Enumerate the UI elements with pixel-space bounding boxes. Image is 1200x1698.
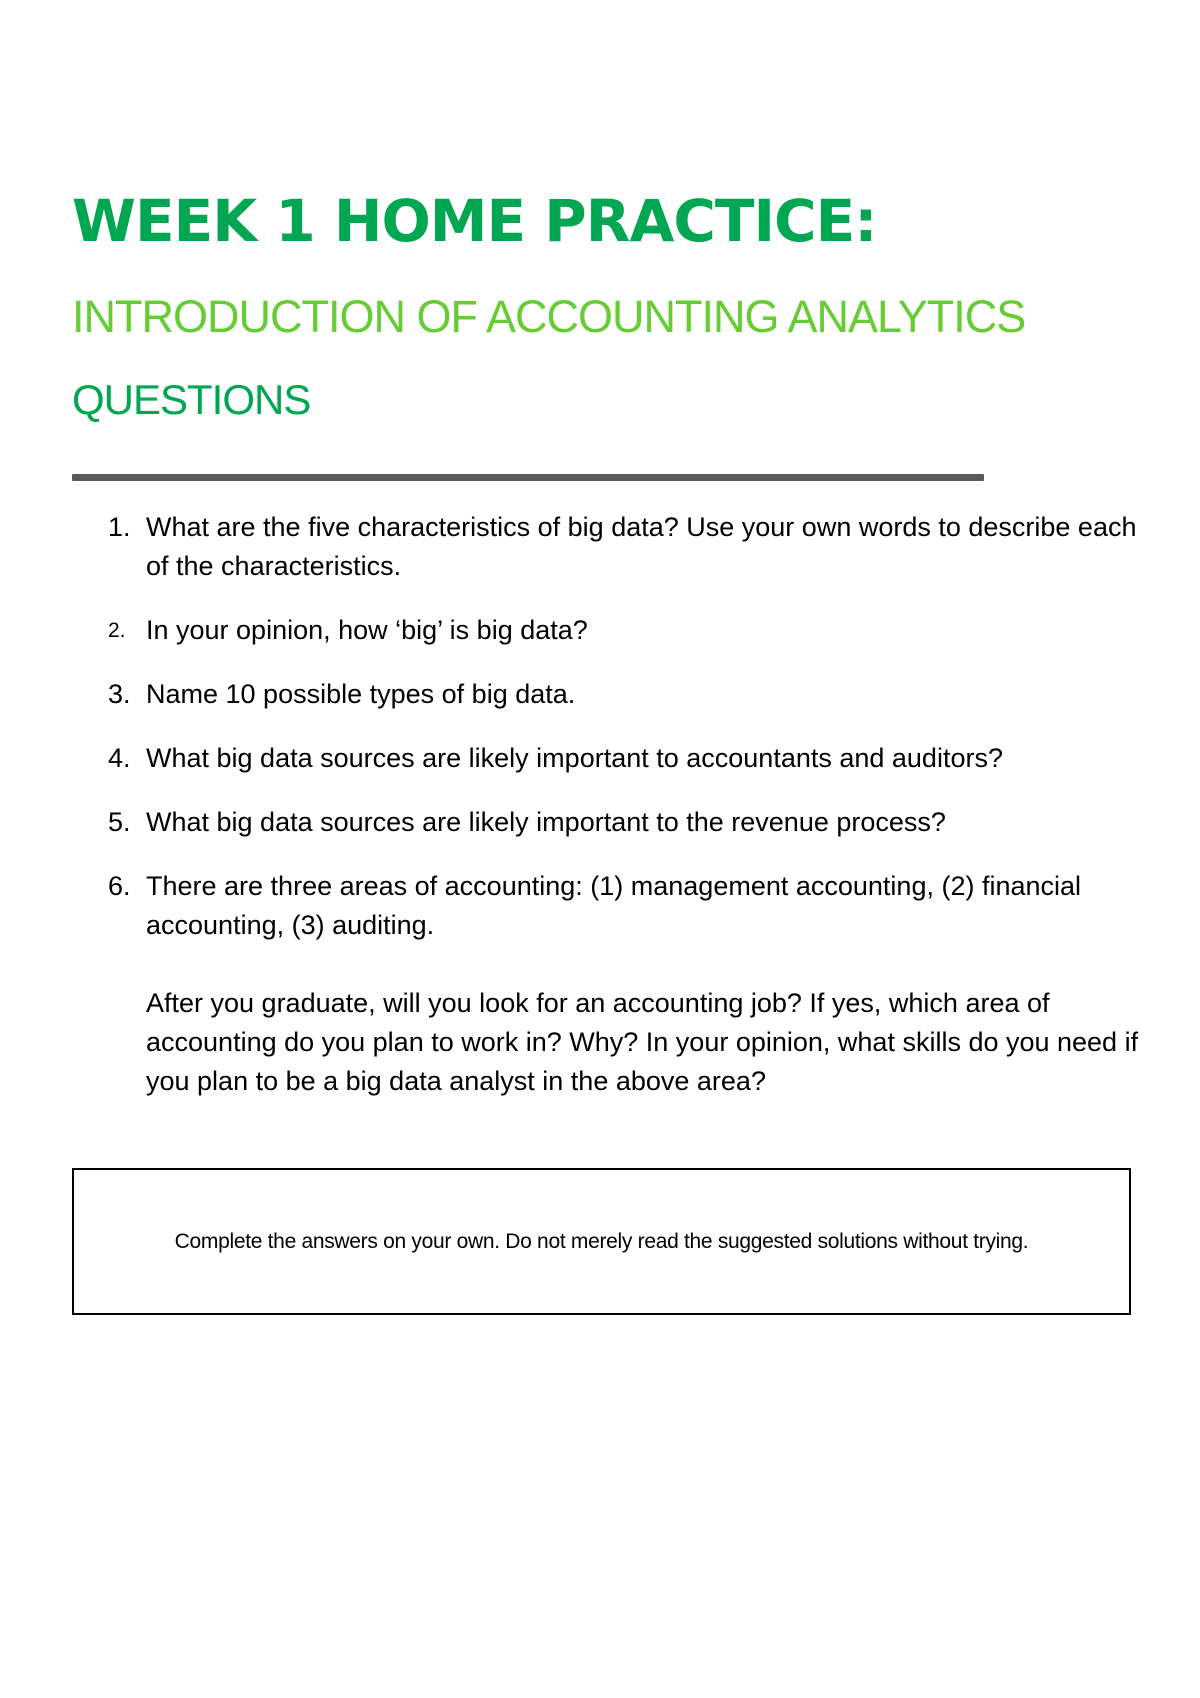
question-list <box>108 508 1148 1101</box>
horizontal-divider <box>72 474 984 481</box>
question-number: 1. <box>108 512 131 542</box>
question-number: 4. <box>108 743 131 773</box>
question-item-6 <box>108 867 1148 1101</box>
question-number: 3. <box>108 679 131 709</box>
question-text: Name 10 possible types of big data. <box>146 679 576 709</box>
page-title: WEEK 1 HOME PRACTICE: <box>72 187 877 255</box>
question-item-4 <box>108 739 1148 778</box>
question-text: What are the five characteristics of big data? Use your own words to describe each of the characteristics. <box>146 512 1137 581</box>
question-text: In your opinion, how ‘big’ is big data? <box>146 615 588 645</box>
question-text: There are three areas of accounting: (1) management accounting, (2) financial accounting, (3) auditing. <box>146 871 1082 940</box>
question-item-3 <box>108 675 1148 714</box>
question-number: 2. <box>108 619 126 642</box>
question-item-5 <box>108 803 1148 842</box>
page-subtitle: INTRODUCTION OF ACCOUNTING ANALYTICS <box>72 291 1026 342</box>
instruction-note-text: Complete the answers on your own. Do not merely read the suggested solutions without trying. <box>174 1229 1029 1253</box>
question-text: What big data sources are likely important to the revenue process? <box>146 807 946 837</box>
question-item-2 <box>108 611 1148 650</box>
question-number: 6. <box>108 871 131 901</box>
question-number: 5. <box>108 807 131 837</box>
question-text: What big data sources are likely important to accountants and auditors? <box>146 743 1003 773</box>
instruction-note-box <box>72 1168 1131 1315</box>
section-heading-questions: QUESTIONS <box>72 376 311 423</box>
question-item-1 <box>108 508 1148 586</box>
question-follow-up-text: After you graduate, will you look for an accounting job? If yes, which area of accounting do you plan to work in? Why? In your opinion, what skills do you need if you plan to be a big data analyst in the above area? <box>146 988 1139 1096</box>
